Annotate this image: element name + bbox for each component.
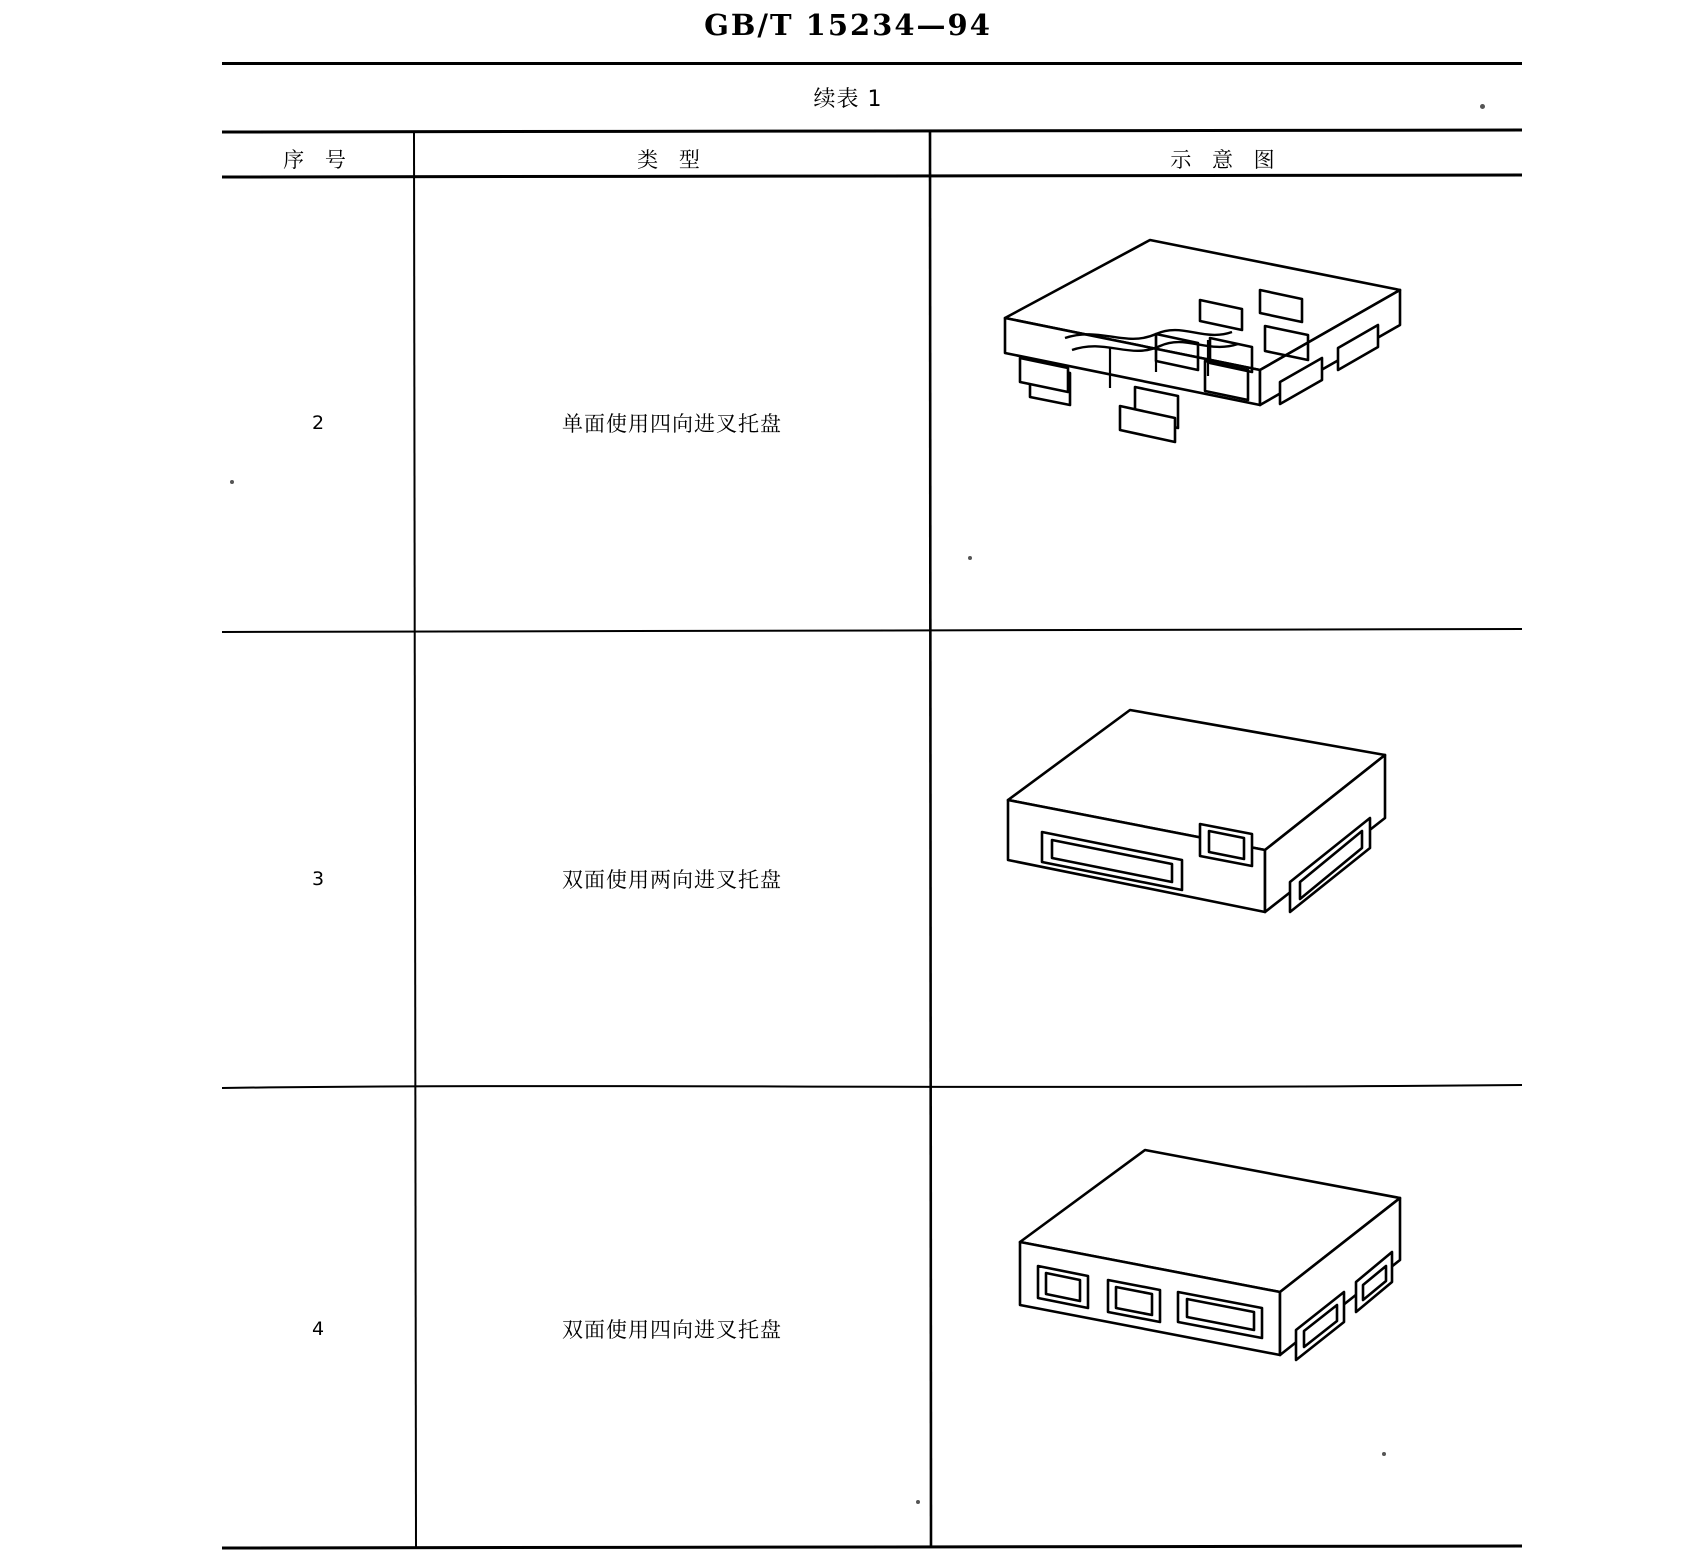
scan-artifact	[1382, 1452, 1386, 1456]
table-row-type: 单面使用四向进叉托盘	[562, 412, 782, 436]
table-row-serial: 2	[311, 412, 325, 434]
table-title: 续表 1	[813, 87, 883, 112]
scan-artifact	[968, 556, 972, 560]
table-row-serial: 3	[311, 868, 325, 890]
table-row-type: 双面使用四向进叉托盘	[562, 1318, 782, 1342]
column-header-type: 类 型	[637, 148, 707, 172]
double-face-two-way-entry-pallet-drawing	[990, 700, 1460, 990]
scan-artifact	[230, 480, 234, 484]
scan-artifact	[916, 1500, 920, 1504]
table-row-type: 双面使用两向进叉托盘	[562, 868, 782, 892]
column-header-diagram: 示 意 图	[1170, 148, 1282, 172]
scan-artifact	[1480, 104, 1485, 109]
double-face-four-way-entry-pallet-drawing	[1000, 1140, 1470, 1440]
standard-number: GB/T 15234—94	[704, 8, 992, 42]
column-header-serial: 序 号	[283, 148, 353, 172]
single-face-four-way-entry-pallet-drawing	[960, 230, 1460, 530]
table-row-serial: 4	[311, 1318, 325, 1340]
